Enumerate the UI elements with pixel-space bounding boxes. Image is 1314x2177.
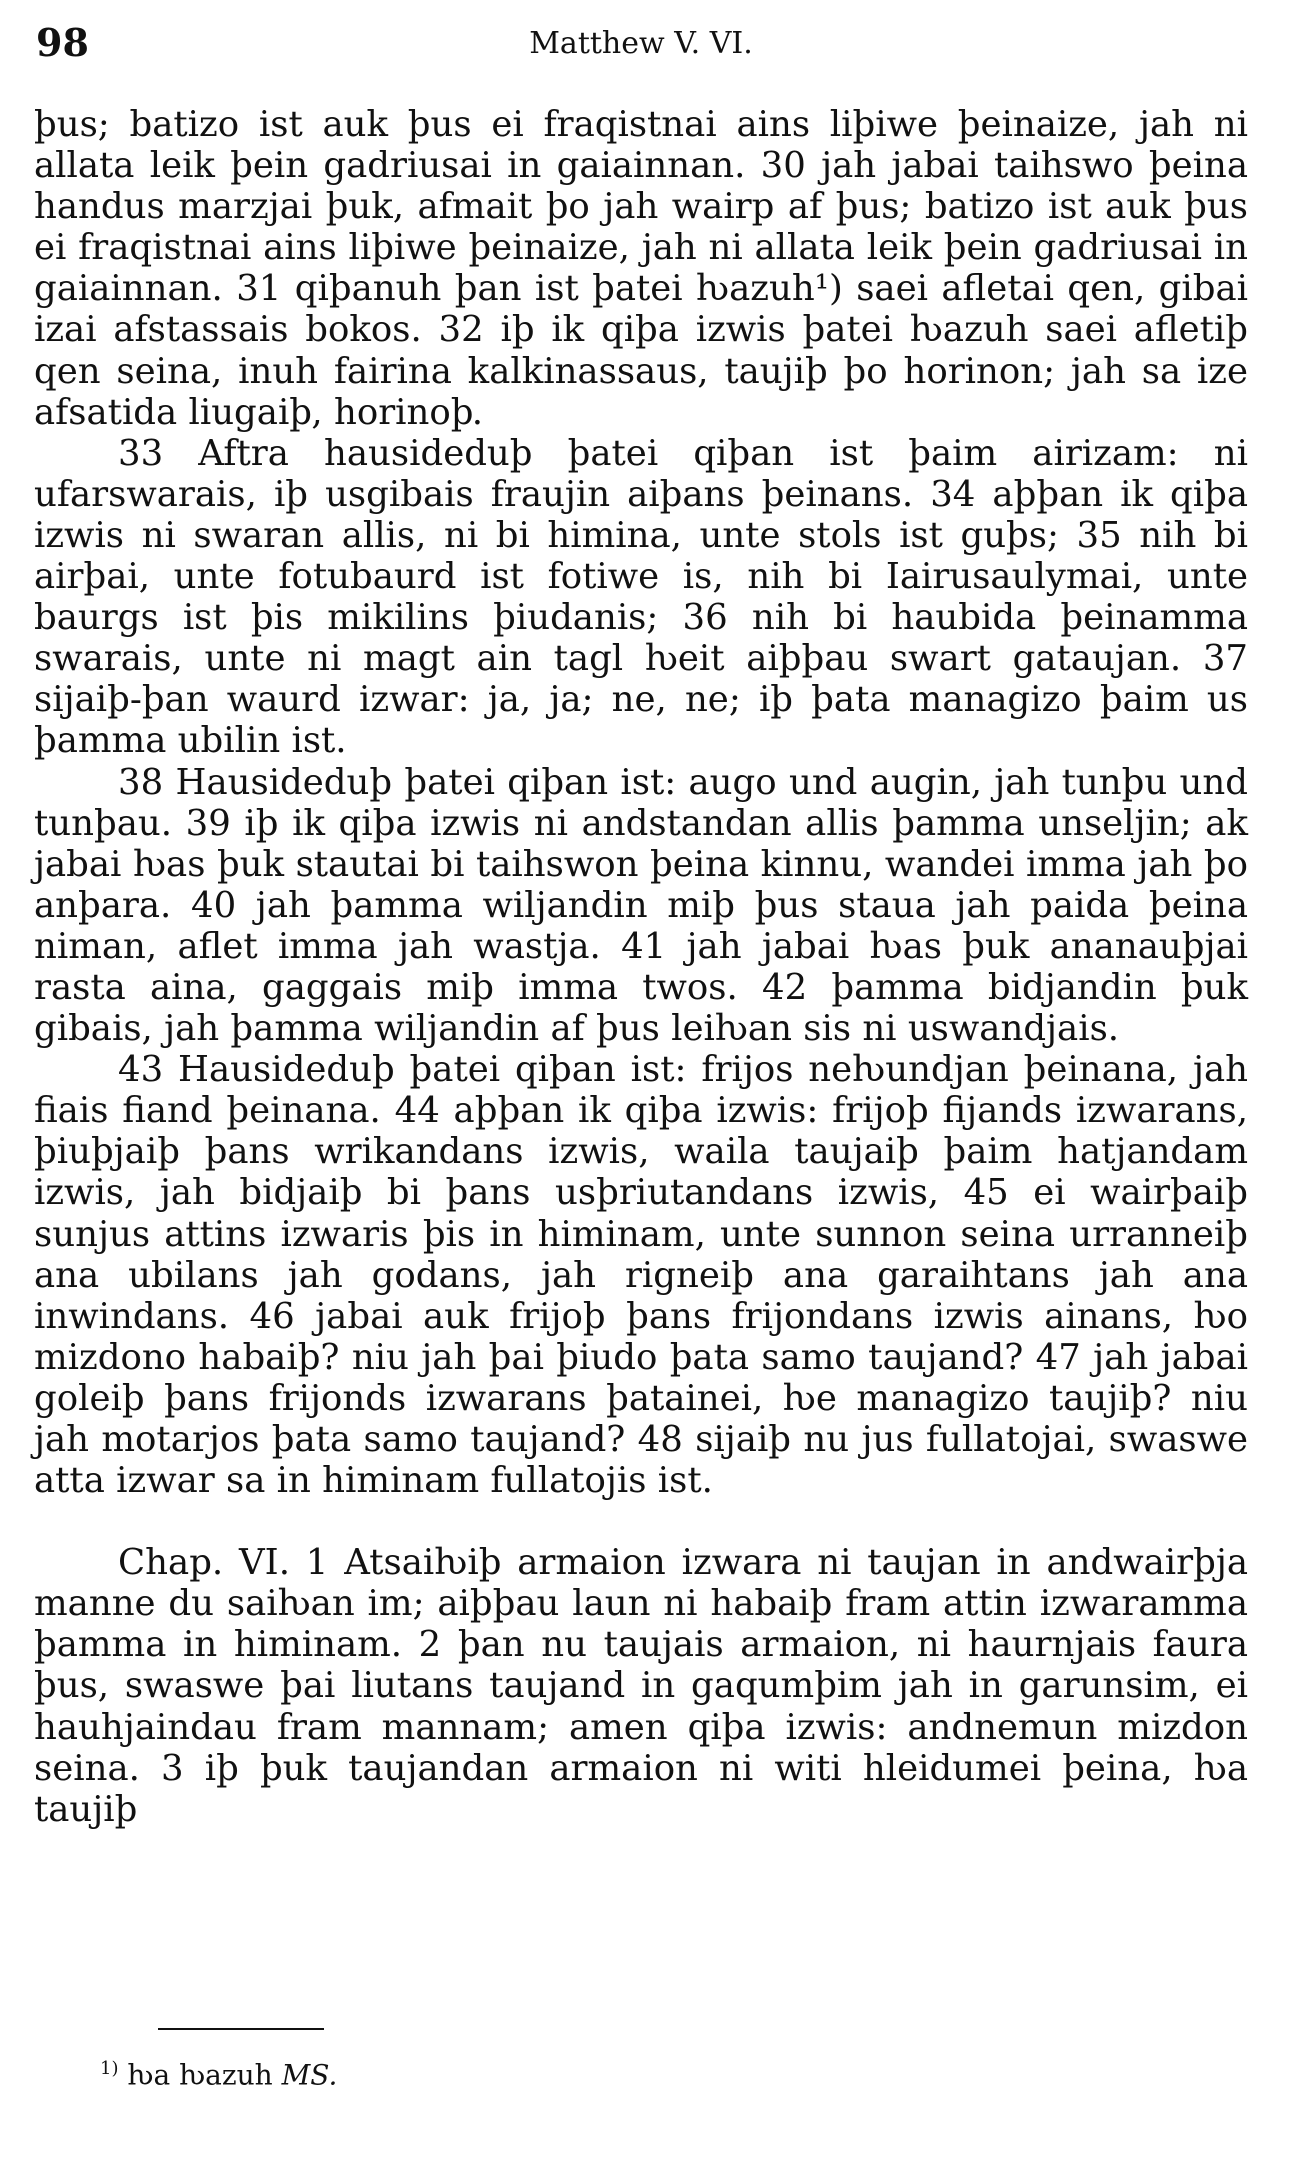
paragraph-chapter-six: Chap. VI. 1 Atsaiƕiþ armaion izwara ni taujan in andwairþja manne du saiƕan im; aiþþau laun ni habaiþ fram attin izwaramma þamma in himinam. 2 þan nu taujais armaion, ni haurnjais faura þus, swaswe þai liutans taujand in gaqumþim jah in garunsim, ei hauhjaindau fram mannam; amen qiþa izwis: andnemun mizdon seina. 3 iþ þuk taujandan armaion ni witi hleidumei þeina, ƕa taujiþ: [34, 1542, 1248, 1830]
paragraph-verse-33: 33 Aftra hausideduþ þatei qiþan ist þaim airizam: ni ufarswarais, iþ usgibais fraujin aiþans þeinans. 34 aþþan ik qiþa izwis ni swaran allis, ni bi himina, unte stols ist guþs; 35 nih bi airþai, unte fotubaurd ist fotiwe is, nih bi Iairusaulymai, unte baurgs ist þis mikilins þiudanis; 36 nih bi haubida þeinamma swarais, unte ni magt ain tagl ƕeit aiþþau swart gataujan. 37 sijaiþ-þan waurd izwar: ja, ja; ne, ne; iþ þata managizo þaim us þamma ubilin ist.: [34, 432, 1248, 762]
running-title: Matthew V. VI.: [529, 26, 753, 61]
paragraph-verse-43: 43 Hausideduþ þatei qiþan ist: frijos neƕundjan þeinana, jah fiais fiand þeinana. 44 aþþan ik qiþa izwis: frijoþ fijands izwarans, þiuþjaiþ þans wrikandans izwis, waila taujaiþ þaim hatjandam izwis, jah bidjaiþ bi þans usþriutandans izwis, 45 ei wairþaiþ sunjus attins izwaris þis in himinam, unte sunnon seina urranneiþ ana ubilans jah godans, jah rigneiþ ana garaihtans jah ana inwindans. 46 jabai auk frijoþ þans frijondans izwis ainans, ƕo mizdono habaiþ? niu jah þai þiudo þata samo taujand? 47 jah jabai goleiþ þans frijonds izwarans þatainei, ƕe managizo taujiþ? niu jah motarjos þata samo taujand? 48 sijaiþ nu jus fullatojai, swaswe atta izwar sa in himinam fullatojis ist.: [34, 1049, 1248, 1502]
body-text: [34, 104, 1248, 1830]
paragraph-continuation: þus; batizo ist auk þus ei fraqistnai ains liþiwe þeinaize, jah ni allata leik þein gadriusai in gaiainnan. 30 jah jabai taihswo þeina handus marzjai þuk, afmait þo jah wairp af þus; batizo ist auk þus ei fraqistnai ains liþiwe þeinaize, jah ni allata leik þein gadriusai in gaiainnan. 31 qiþanuh þan ist þatei ƕazuh¹) saei afletai qen, gibai izai afstassais bokos. 32 iþ ik qiþa izwis þatei ƕazuh saei afletiþ qen seina, inuh fairina kalkinassaus, taujiþ þo horinon; jah sa ize afsatida liugaiþ, horinoþ.: [34, 104, 1248, 433]
footnote-marker: 1): [100, 2058, 119, 2079]
page-header: [36, 20, 1246, 70]
page-number: 98: [36, 20, 89, 65]
footnote: [100, 2058, 337, 2091]
footnote-source: MS.: [281, 2058, 338, 2092]
paragraph-verse-38: 38 Hausideduþ þatei qiþan ist: augo und augin, jah tunþu und tunþau. 39 iþ ik qiþa izwis ni andstandan allis þamma unseljin; ak jabai ƕas þuk stautai bi taihswon þeina kinnu, wandei imma jah þo anþara. 40 jah þamma wiljandin miþ þus staua jah paida þeina niman, aflet imma jah wastja. 41 jah jabai ƕas þuk ananauþjai rasta aina, gaggais miþ imma twos. 42 þamma bidjandin þuk gibais, jah þamma wiljandin af þus leiƕan sis ni uswandjais.: [34, 761, 1248, 1050]
footnote-text: ƕa ƕazuh: [127, 2058, 273, 2092]
footnote-divider: [158, 2028, 324, 2030]
